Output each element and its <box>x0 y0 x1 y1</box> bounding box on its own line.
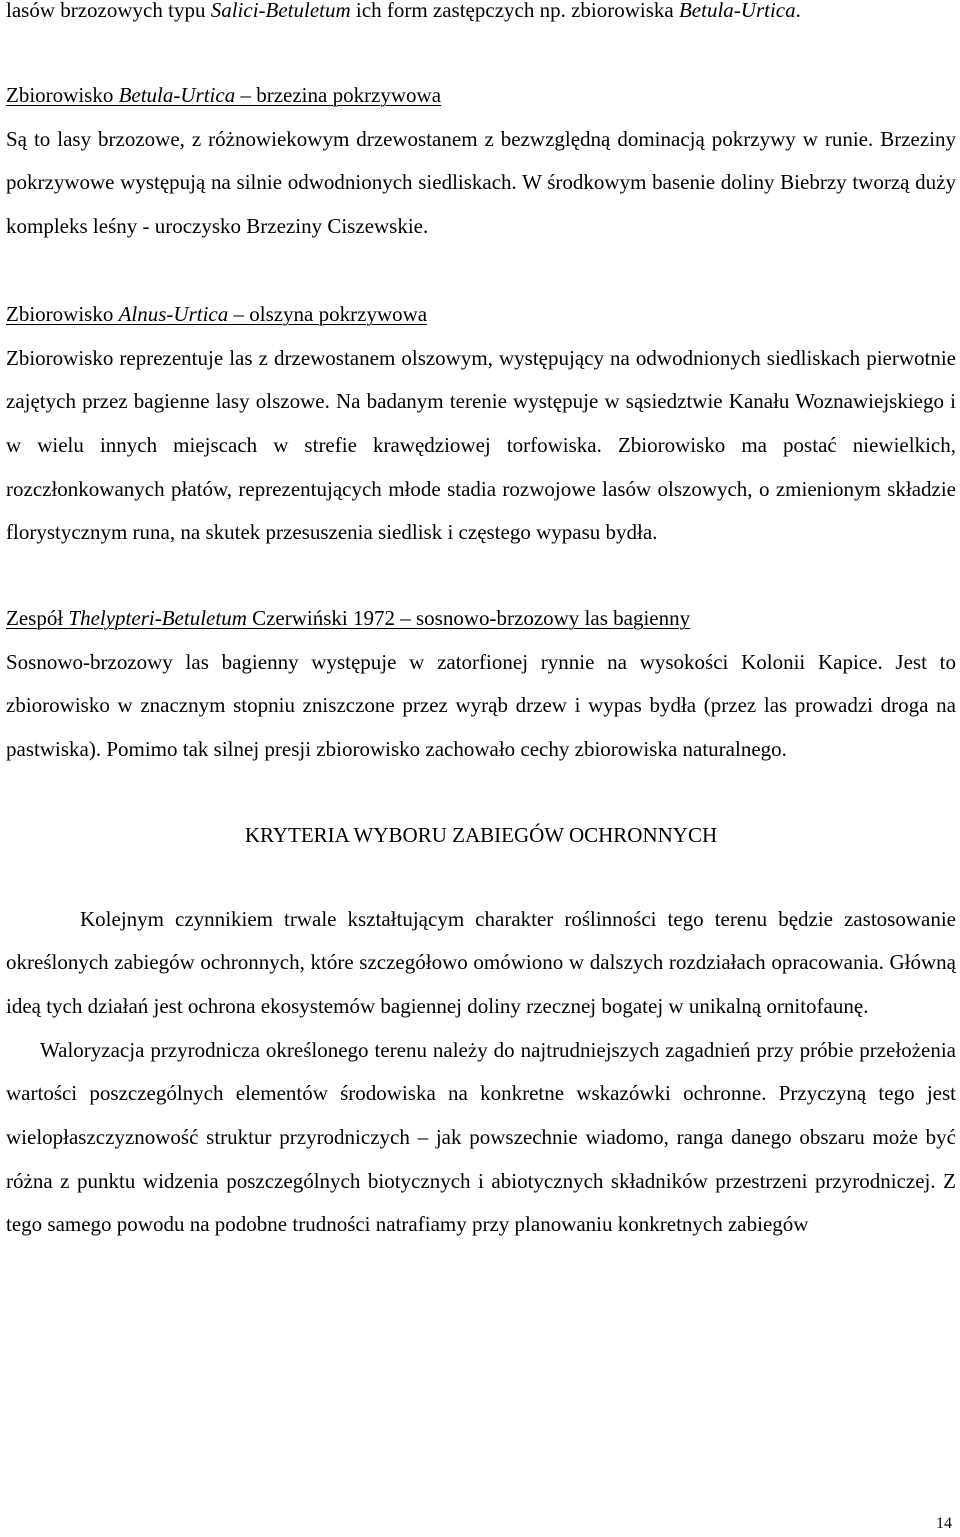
text-run: lasów brzozowych typu <box>6 0 211 22</box>
heading-italic-term: Betula-Urtica <box>118 83 236 107</box>
heading-text: – brzezina pokrzywowa <box>235 83 442 107</box>
paragraph-fragment-top <box>6 0 956 32</box>
heading-text: Zbiorowisko <box>6 301 119 326</box>
section-heading-thelypteri <box>6 597 956 641</box>
heading-text: Zbiorowisko <box>6 83 119 107</box>
page-number: 14 <box>936 1515 952 1532</box>
paragraph-2: Waloryzacja przyrodnicza określonego terenu należy do najtrudniejszych zagadnień przy próbie przełożenia wartości poszczególnych elementów środowiska na konkretne wskazówki ochronne. Przyczyną tego jest wielopłaszczyznowość struktur przyrodniczych – jak powszechnie wiadomo, ranga danego obszaru może być różna z punktu widzenia poszczególnych biotycznych i abiotycznych składników przestrzeni przyrodniczej. Z tego samego powodu na podobne trudności natrafiamy przy planowaniu konkretnych zabiegów <box>6 1037 956 1237</box>
spacer <box>6 32 956 74</box>
heading-text: – olszyna pokrzywowa <box>228 301 428 326</box>
paragraph-1: Kolejnym czynnikiem trwale kształtującym charakter roślinności tego terenu będzie zastosowanie określonych zabiegów ochronnych, które szczegółowo omówiono w dalszych rozdziałach opracowania. Główną ideą tych działań jest ochrona ekosystemów bagiennej doliny rzecznej bogatej w unikalną ornitofaunę. <box>6 906 956 1018</box>
section-heading-alnus <box>6 293 956 337</box>
text-run: . <box>795 0 801 22</box>
heading-text: Czerwiński 1972 – sosnowo-brzozowy las bagienny <box>246 606 691 631</box>
heading-italic-term: Alnus-Urtica <box>118 301 229 326</box>
spacer <box>6 772 956 814</box>
italic-term: Salici-Betuletum <box>210 0 351 22</box>
section-body-betula: Są to lasy brzozowe, z różnowiekowym drzewostanem z bezwzględną dominacją pokrzywy w runie. Brzeziny pokrzywowe występują na silnie odwodnionych siedliskach. W środkowym basenie doliny Biebrzy tworzą duży kompleks leśny - uroczysko Brzeziny Ciszewskie. <box>6 126 956 239</box>
section-heading-betula <box>6 74 956 118</box>
spacer <box>6 858 956 898</box>
document-page <box>6 0 956 1247</box>
chapter-title: KRYTERIA WYBORU ZABIEGÓW OCHRONNYCH <box>244 822 718 847</box>
italic-term: Betula-Urtica <box>678 0 796 22</box>
section-body-thelypteri: Sosnowo-brzozowy las bagienny występuje w zatorfionej rynnie na wysokości Kolonii Kapice. Jest to zbiorowisko w znacznym stopniu zniszczone przez wyrąb drzew i wypas bydła (przez las prowadzi droga na pastwiska). Pomimo tak silnej presji zbiorowisko zachowało cechy zbiorowiska naturalnego. <box>6 649 956 762</box>
text-run: ich form zastępczych np. zbiorowiska <box>350 0 679 22</box>
spacer <box>6 555 956 597</box>
spacer <box>6 249 956 293</box>
heading-italic-term: Thelypteri-Betuletum <box>68 606 247 631</box>
section-body-alnus: Zbiorowisko reprezentuje las z drzewostanem olszowym, występujący na odwodnionych siedliskach pierwotnie zajętych przez bagienne lasy olszowe. Na badanym terenie występuje w sąsiedztwie Kanału Woznawiejskiego i w wielu innych miejscach w strefie krawędziowej torfowiska. Zbiorowisko ma postać niewielkich, rozczłonkowanych płatów, reprezentujących młode stadia rozwojowe lasów olszowych, o zmienionym składzie florystycznym runa, na skutek przesuszenia siedlisk i częstego wypasu bydła. <box>6 345 956 545</box>
heading-text: Zespół <box>6 606 69 631</box>
